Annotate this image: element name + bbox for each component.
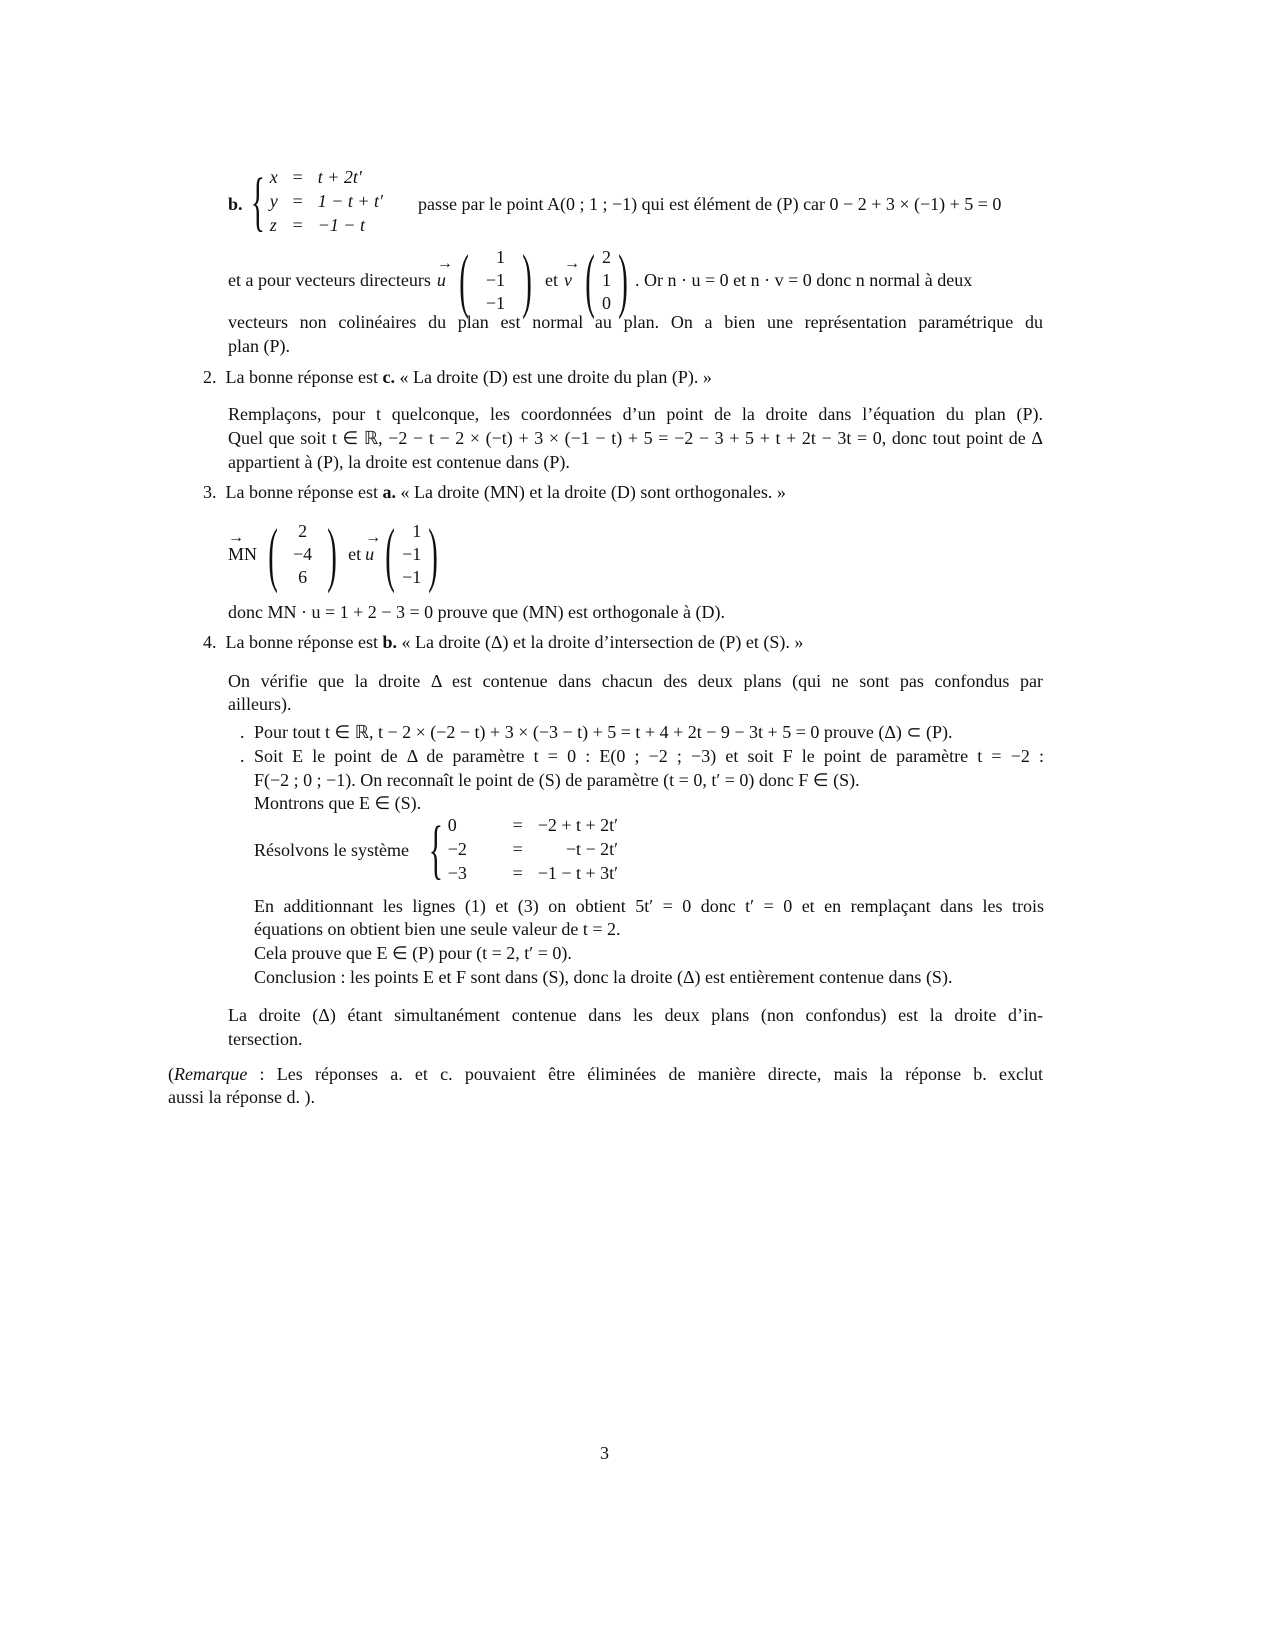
item-number: 2. (203, 367, 217, 387)
vector-u: → u (365, 543, 374, 565)
text-line: aussi la réponse d. ). (168, 1087, 315, 1107)
sys-cell: −1 − t (317, 215, 365, 235)
remark-label: Remarque (174, 1064, 248, 1084)
answer-label: a. (382, 482, 396, 502)
vector-v: → v (564, 269, 572, 291)
text-line: Soit E le point de Δ de paramètre t = 0 : E(0 ; −2 ; −3) et soit F le point de paramètre t = −2 : (254, 746, 1044, 766)
sys-cell: −3 (447, 863, 467, 883)
parametric-system (246, 166, 383, 237)
coord: −1 (485, 269, 506, 290)
coord: −1 (402, 566, 422, 587)
sys-cell: t + 2t′ (317, 167, 362, 187)
coord: −1 (402, 543, 422, 564)
sys-cell: −2 (447, 839, 467, 859)
sys-cell: 1 − t + t′ (317, 191, 383, 211)
text: « La droite (MN) et la droite (D) sont orthogonales. » (400, 482, 786, 502)
coord: 1 (412, 520, 422, 541)
text-line: vecteurs non colinéaires du plan est normal au plan. On a bien une représentation paramétrique du (228, 312, 1043, 332)
text-line: passe par le point A(0 ; 1 ; −1) qui est élément de (P) car 0 − 2 + 3 × (−1) + 5 = 0 (418, 194, 1002, 214)
text: La bonne réponse est (225, 367, 378, 387)
sys-cell: 0 (447, 815, 457, 835)
vector-mn: → MN (228, 543, 257, 565)
text-line: ailleurs). (228, 694, 292, 714)
text: ( (168, 1064, 174, 1084)
text-line: F(−2 ; 0 ; −1). On reconnaît le point de (S) de paramètre (t = 0, t′ = 0) donc F ∈ (S). (254, 770, 860, 790)
text: La bonne réponse est (225, 482, 378, 502)
text-line: appartient à (P), la droite est contenue dans (P). (228, 452, 570, 472)
vector-line (228, 514, 445, 594)
text-line: Cela prouve que E ∈ (P) pour (t = 2, t′ = 0). (254, 943, 572, 963)
vector-u-coords: ( 1 −1 −1 ) (385, 514, 439, 594)
text: et (545, 270, 559, 290)
text: et (348, 544, 362, 564)
text: : Les réponses a. et c. pouvaient être éliminées de manière directe, mais la réponse b. exclut (247, 1064, 1043, 1084)
sys-cell: = (512, 863, 523, 883)
vector-mn-coords: ( 2 −4 6 ) (268, 514, 337, 594)
item-number: 3. (203, 482, 217, 502)
text: « La droite (D) est une droite du plan (P). » (399, 367, 712, 387)
list-item-3 (203, 481, 786, 503)
coord: 2 (298, 520, 308, 541)
text: Résolvons le système (254, 840, 409, 860)
text-line: tersection. (228, 1029, 303, 1049)
list-item-2 (203, 366, 712, 388)
text-line: Remplaçons, pour t quelconque, les coordonnées d’un point de la droite dans l’équation du plan (P). (228, 404, 1043, 424)
vector-u-coords: ( 1 −1 −1 ) (459, 240, 532, 320)
coord: 2 (602, 246, 612, 267)
text: La bonne réponse est (225, 632, 378, 652)
answer-label: c. (382, 367, 395, 387)
text: « La droite (Δ) et la droite d’intersection de (P) et (S). » (401, 632, 804, 652)
text-line: Conclusion : les points E et F sont dans (S), donc la droite (Δ) est entièrement contenue dans (S). (254, 967, 953, 987)
text-line: donc MN · u = 1 + 2 − 3 = 0 prouve que (MN) est orthogonale à (D). (228, 602, 726, 622)
sys-cell: = (512, 815, 523, 835)
text-line: Quel que soit t ∈ ℝ, −2 − t − 2 × (−t) + 3 × (−1 − t) + 5 = −2 − 3 + 5 + t + 2t − 3t = 0, donc tout point de Δ (228, 428, 1043, 448)
brace-icon: { (250, 164, 265, 238)
coord: −4 (293, 543, 313, 564)
remark (168, 1063, 1043, 1085)
vector-line (228, 240, 973, 320)
sys-cell: = (292, 191, 303, 211)
coord: 1 (602, 269, 612, 290)
sys-cell: −1 − t + 3t′ (537, 863, 619, 883)
list-item-4 (203, 631, 803, 653)
system (424, 814, 618, 885)
part-label: b. (228, 194, 243, 214)
answer-label: b. (382, 632, 397, 652)
bullet-icon: . (240, 746, 245, 766)
text-line: Pour tout t ∈ ℝ, t − 2 × (−2 − t) + 3 × (−3 − t) + 5 = t + 4 + 2t − 9 − 3t + 5 = 0 prouve (Δ) ⊂ (P). (254, 722, 953, 742)
brace-icon: { (428, 812, 443, 886)
sys-cell: = (292, 215, 303, 235)
coord: 0 (602, 292, 612, 313)
sys-cell: = (512, 839, 523, 859)
coord: 1 (496, 246, 506, 267)
sys-cell: y (269, 191, 278, 211)
text-line: Montrons que E ∈ (S). (254, 793, 422, 813)
text: et a pour vecteurs directeurs (228, 270, 431, 290)
sys-cell: −t − 2t′ (565, 839, 619, 859)
sys-cell: −2 + t + 2t′ (537, 815, 619, 835)
sys-cell: z (269, 215, 277, 235)
vector-v-coords: ( 2 1 0 ) (585, 240, 628, 320)
coord: −1 (485, 292, 506, 313)
sys-cell: x (269, 167, 278, 187)
text-line: plan (P). (228, 336, 290, 356)
vector-u: → u (437, 269, 446, 291)
item-number: 4. (203, 632, 217, 652)
text-line: La droite (Δ) étant simultanément contenue dans les deux plans (non confondus) est la droite d’in- (228, 1005, 1043, 1025)
sys-cell: = (292, 167, 303, 187)
bullet-icon: . (240, 722, 245, 742)
text-line: En additionnant les lignes (1) et (3) on obtient 5t′ = 0 donc t′ = 0 et en remplaçant dans les trois (254, 896, 1044, 916)
page-number: 3 (600, 1443, 609, 1463)
text-line: On vérifie que la droite Δ est contenue dans chacun des deux plans (qui ne sont pas confondus par (228, 671, 1043, 691)
text-line: équations on obtient bien une seule valeur de t = 2. (254, 919, 621, 939)
coord: 6 (298, 566, 308, 587)
text: . Or n · u = 0 et n · v = 0 donc n normal à deux (635, 270, 973, 290)
